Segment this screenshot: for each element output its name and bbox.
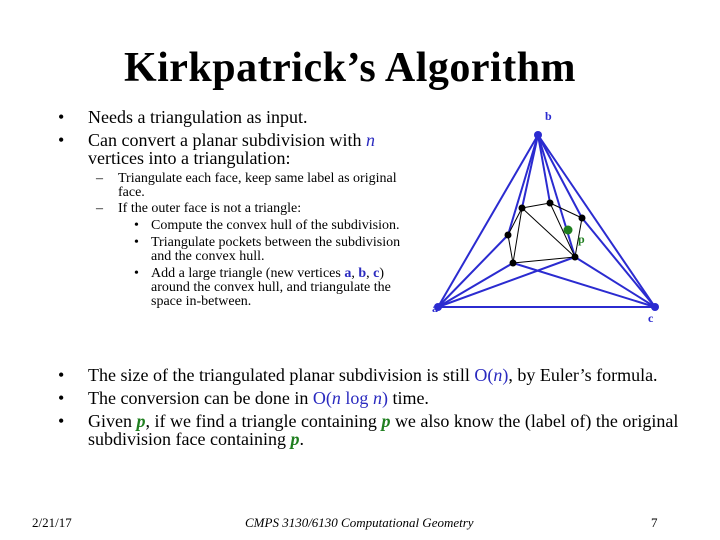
bullet-text-mid2: we also know the (label of) the original subdivision face containing bbox=[88, 411, 679, 449]
sub-bullet-text: Triangulate each face, keep same label as original face. bbox=[118, 171, 397, 200]
bullet-text-before: The size of the triangulated planar subdivision is still bbox=[88, 365, 475, 385]
hull-edge bbox=[508, 135, 538, 235]
var-p: p bbox=[136, 411, 146, 431]
query-point-p bbox=[564, 226, 573, 235]
subsub-bullet-text: Compute the convex hull of the subdivision. bbox=[151, 218, 400, 233]
log-text: log bbox=[340, 388, 373, 408]
bullet-convert-subdivision bbox=[58, 131, 418, 167]
bullet-text-after: vertices into a triangulation: bbox=[88, 148, 291, 168]
bullet-text-before: Given bbox=[88, 411, 137, 431]
bullet-given-p bbox=[58, 412, 698, 448]
subsub-bullet-marker: • bbox=[134, 266, 139, 281]
label-b: b bbox=[545, 109, 552, 123]
vertex-v3 bbox=[547, 200, 554, 207]
hull-edge bbox=[438, 135, 538, 307]
bullet-marker: • bbox=[58, 388, 65, 408]
label-a: a bbox=[432, 301, 438, 315]
vertex-c bbox=[651, 303, 659, 311]
bullet-text-mid1: , if we find a triangle containing bbox=[145, 411, 382, 431]
footer-page-number: 7 bbox=[651, 515, 658, 530]
sep-text: , bbox=[366, 266, 374, 281]
bullet-marker: • bbox=[58, 411, 65, 431]
subsub-bullet-marker: • bbox=[134, 235, 139, 250]
subdivision-edge bbox=[508, 235, 513, 263]
bullet-text-after: . bbox=[299, 429, 304, 449]
bullet-text-before: The conversion can be done in bbox=[88, 388, 313, 408]
big-o-open: O( bbox=[312, 388, 332, 408]
sub-bullet-marker: – bbox=[96, 171, 103, 186]
bottom-bullet-list bbox=[58, 366, 698, 453]
subsub-bullet-large-triangle bbox=[58, 267, 418, 309]
slide-title: Kirkpatrick’s Algorithm bbox=[123, 45, 577, 91]
bullet-text-before: Can convert a planar subdivision with bbox=[88, 130, 366, 150]
var-n: n bbox=[372, 388, 382, 408]
hull-edge bbox=[582, 218, 655, 307]
sub-bullet-text: If the outer face is not a triangle: bbox=[118, 201, 302, 216]
hull-edge bbox=[438, 257, 575, 307]
sub-bullet-marker: – bbox=[96, 201, 103, 216]
hull-edge bbox=[575, 257, 655, 307]
footer-date: 2/21/17 bbox=[32, 515, 72, 530]
top-bullet-list bbox=[58, 108, 418, 309]
vertex-v1 bbox=[505, 232, 512, 239]
subsub-bullet-text-after: ) around the convex hull, and triangulate the space in-between. bbox=[151, 266, 391, 309]
subsub-bullet-convex-hull bbox=[58, 219, 418, 233]
hull-edge bbox=[538, 135, 655, 307]
var-n: n bbox=[493, 365, 503, 385]
vertex-b-text: b bbox=[358, 266, 367, 281]
vertex-points bbox=[434, 131, 659, 311]
vertex-c-text: c bbox=[373, 266, 380, 281]
label-c: c bbox=[648, 311, 654, 325]
var-p: p bbox=[381, 411, 391, 431]
bullet-marker: • bbox=[58, 107, 65, 127]
outer-triangle-edges bbox=[438, 135, 655, 307]
vertex-b bbox=[534, 131, 542, 139]
footer-course: CMPS 3130/6130 Computational Geometry bbox=[245, 515, 474, 530]
sub-bullet-outer-face bbox=[58, 202, 418, 216]
subsub-bullet-marker: • bbox=[134, 218, 139, 233]
bullet-conversion-time bbox=[58, 389, 698, 407]
bullet-size-euler bbox=[58, 366, 698, 384]
var-n: n bbox=[331, 388, 341, 408]
sep-text: , bbox=[351, 266, 359, 281]
hull-edge bbox=[513, 263, 655, 307]
bullet-marker: • bbox=[58, 130, 65, 150]
bullet-text-after: time. bbox=[387, 388, 429, 408]
bullet-text-after: , by Euler’s formula. bbox=[508, 365, 658, 385]
hull-edge bbox=[522, 135, 538, 208]
bullet-needs-triangulation bbox=[58, 108, 418, 126]
subsub-bullet-text-before: Add a large triangle (new vertices bbox=[151, 266, 345, 281]
big-o-close: ) bbox=[381, 388, 388, 408]
vertex-v6 bbox=[510, 260, 517, 267]
big-o-open: O( bbox=[474, 365, 494, 385]
big-o-close: ) bbox=[502, 365, 509, 385]
label-p: p bbox=[578, 232, 585, 246]
subsub-bullet-triangulate-pockets bbox=[58, 236, 418, 264]
bullet-text: Needs a triangulation as input. bbox=[88, 107, 308, 127]
vertex-v4 bbox=[579, 215, 586, 222]
var-p: p bbox=[290, 429, 300, 449]
vertex-a-text: a bbox=[344, 266, 352, 281]
vertex-v5 bbox=[572, 254, 579, 261]
triangulation-diagram bbox=[410, 100, 710, 335]
vertex-v2 bbox=[519, 205, 526, 212]
subsub-bullet-text: Triangulate pockets between the subdivision and the convex hull. bbox=[151, 235, 401, 264]
var-n: n bbox=[365, 130, 375, 150]
sub-bullet-triangulate-face bbox=[58, 172, 418, 200]
subdivision-edge bbox=[522, 203, 550, 208]
bullet-marker: • bbox=[58, 365, 65, 385]
